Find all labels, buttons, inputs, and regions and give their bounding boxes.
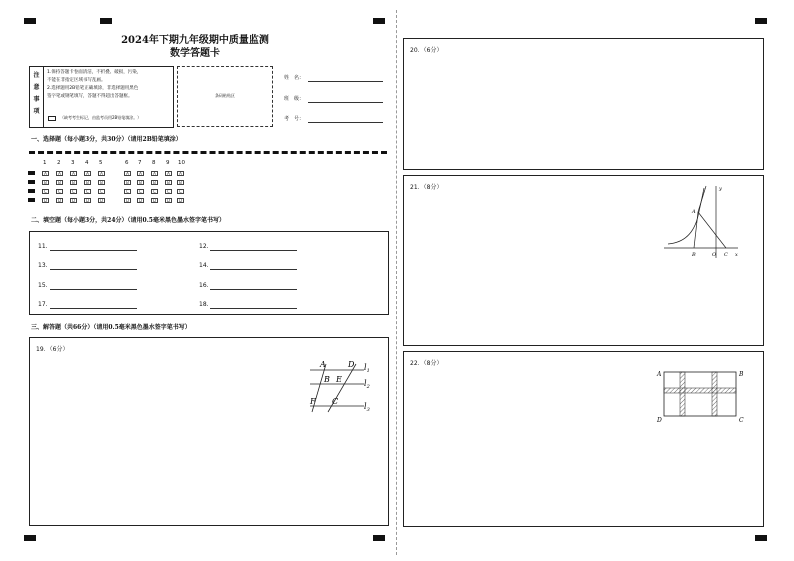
field-rect (664, 372, 736, 416)
blank-field-11[interactable] (50, 250, 137, 251)
choice-bubble[interactable]: A (56, 171, 63, 176)
line-AC (698, 212, 726, 248)
choice-bubble[interactable]: D (152, 198, 157, 203)
notice-footer: （缺考考生标记，由监考员用2B铅笔填涂。） (60, 115, 142, 120)
curve (668, 188, 704, 244)
exam-subtitle: 数学答题卡 (170, 48, 220, 59)
blank-label-18: 18. (199, 301, 209, 308)
q22-figure (654, 366, 754, 426)
choice-bubble[interactable]: A (177, 171, 184, 176)
corner-D: D (657, 417, 662, 424)
corner-C: C (739, 417, 744, 424)
blank-field-15[interactable] (50, 289, 137, 290)
alignment-mark-top-mid-left (100, 18, 112, 24)
choice-bubble[interactable]: C (42, 189, 49, 194)
question-20-label: 20．（6分） (410, 47, 443, 54)
choice-bubble[interactable]: D (99, 198, 104, 203)
choice-bubble[interactable]: C (124, 189, 131, 194)
corner-A: A (657, 371, 662, 378)
point-E: E (336, 375, 342, 384)
choice-grid (28, 160, 208, 210)
timing-mark (28, 171, 35, 175)
choice-bubble[interactable]: D (178, 198, 183, 203)
point-B: B (324, 375, 330, 384)
choice-bubble[interactable]: D (166, 198, 171, 203)
alignment-mark-top-right (755, 18, 767, 24)
exam-number-label: 考 号： (284, 116, 305, 122)
choice-bubble[interactable]: A (151, 171, 158, 176)
col-number: 10 (178, 160, 185, 166)
section3-title: 三、解答题（共66分）（请用0.5毫米黑色墨水签字笔书写） (31, 324, 191, 331)
name-field[interactable] (308, 81, 383, 82)
line-AB (694, 212, 698, 248)
choice-bubble[interactable]: B (177, 180, 184, 185)
col-number: 6 (125, 160, 129, 166)
choice-bubble[interactable]: C (177, 189, 184, 194)
alignment-mark-bottom-right (755, 535, 767, 541)
timing-mark (28, 180, 35, 184)
barcode-area (177, 66, 273, 127)
blank-label-17: 17. (38, 301, 48, 308)
col-number: 2 (57, 160, 61, 166)
blank-field-13[interactable] (50, 269, 137, 270)
question-21-box[interactable] (403, 175, 764, 346)
col-number: 7 (138, 160, 142, 166)
point-C: C (724, 252, 728, 258)
choice-bubble[interactable]: C (70, 189, 77, 194)
choice-bubble[interactable]: A (84, 171, 91, 176)
question-19-label: 19．（6分） (36, 346, 69, 353)
choice-bubble[interactable]: A (42, 171, 49, 176)
name-label: 姓 名： (284, 75, 305, 81)
choice-bubble[interactable]: D (43, 198, 48, 203)
question-19-box[interactable] (29, 337, 389, 526)
point-D: D (348, 360, 355, 369)
choice-bubble[interactable]: A (98, 171, 105, 176)
exam-number-field[interactable] (308, 122, 383, 123)
alignment-mark-top-left (24, 18, 36, 24)
col-number: 5 (99, 160, 103, 166)
choice-bubble[interactable]: A (70, 171, 77, 176)
choice-bubble[interactable]: C (56, 189, 63, 194)
point-C: C (332, 397, 339, 406)
blank-field-18[interactable] (210, 308, 297, 309)
choice-bubble[interactable]: B (84, 180, 91, 185)
col-number: 8 (152, 160, 156, 166)
blank-field-12[interactable] (210, 250, 297, 251)
choice-bubble[interactable]: B (137, 180, 144, 185)
choice-bubble[interactable]: D (57, 198, 62, 203)
choice-bubble[interactable]: B (151, 180, 158, 185)
col-number: 1 (43, 160, 47, 166)
blank-label-16: 16. (199, 282, 209, 289)
notice-box (29, 66, 174, 128)
choice-bubble[interactable]: C (84, 189, 91, 194)
student-info (284, 74, 386, 126)
alignment-mark-bottom-center (373, 535, 385, 541)
choice-bubble[interactable]: D (125, 198, 130, 203)
barcode-label: 条码粘贴区 (215, 93, 235, 98)
class-label: 班 级： (284, 96, 305, 102)
notice-label: 注 意 事 项 (30, 67, 44, 127)
choice-bubble[interactable]: A (124, 171, 131, 176)
label-l3: $l_3$ (364, 402, 370, 413)
blank-label-14: 14. (199, 262, 209, 269)
question-22-label: 22．（8分） (410, 360, 443, 367)
dashed-separator (29, 151, 387, 154)
col-number: 3 (71, 160, 75, 166)
timing-mark (28, 198, 35, 202)
q21-figure (662, 182, 742, 262)
col-number: 4 (85, 160, 89, 166)
section1-title: 一、选择题（每小题3分，共30分）（请用2B铅笔填涂） (31, 136, 182, 143)
blank-label-11: 11. (38, 243, 48, 250)
choice-bubble[interactable]: D (85, 198, 90, 203)
choice-bubble[interactable]: C (137, 189, 144, 194)
road-vertical-1 (680, 372, 685, 416)
blank-field-16[interactable] (210, 289, 297, 290)
choice-bubble[interactable]: B (124, 180, 131, 185)
page-divider (396, 10, 397, 555)
choice-bubble[interactable]: C (98, 189, 105, 194)
line-A-upper (698, 186, 706, 212)
corner-B: B (739, 371, 744, 378)
fill-blank-box (29, 231, 389, 315)
choice-bubble[interactable]: B (56, 180, 63, 185)
timing-mark (28, 189, 35, 193)
blank-label-12: 12. (199, 243, 209, 250)
point-O: O (712, 252, 717, 258)
absent-checkbox[interactable] (48, 116, 56, 121)
question-21-label: 21．（8分） (410, 184, 443, 191)
point-A: A (692, 209, 696, 215)
blank-label-15: 15. (38, 282, 48, 289)
choice-bubble[interactable]: C (165, 189, 172, 194)
q19-figure (306, 358, 386, 418)
label-l1: $l_1$ (364, 363, 370, 374)
choice-bubble[interactable]: B (70, 180, 77, 185)
col-number: 9 (166, 160, 170, 166)
choice-bubble[interactable]: A (165, 171, 172, 176)
point-A: A (320, 360, 326, 369)
point-F: F (310, 397, 316, 406)
choice-bubble[interactable]: A (137, 171, 144, 176)
notice-text: 1.保持答题卡卷面清洁，不折叠、破损，污染， 不能在非指定区域书写乱画。 2.选择题用2B铅笔正确填涂，非选择题用黑色 签字笔或钢笔填写，答题不得超出答题框。 (47, 70, 142, 99)
road-horizontal (664, 388, 736, 393)
choice-bubble[interactable]: B (42, 180, 49, 185)
axis-label-y: y (719, 186, 722, 192)
section2-title: 二、填空题（每小题3分，共24分）（请用0.5毫米黑色墨水签字笔书写） (31, 217, 225, 224)
choice-bubble[interactable]: B (165, 180, 172, 185)
exam-title: 2024年下期九年级期中质量监测 (121, 35, 269, 46)
axis-label-x: x (735, 252, 738, 258)
alignment-mark-bottom-left (24, 535, 36, 541)
blank-field-17[interactable] (50, 308, 137, 309)
label-l2: $l_2$ (364, 379, 370, 390)
choice-bubble[interactable]: D (71, 198, 76, 203)
alignment-mark-top-center (373, 18, 385, 24)
blank-field-14[interactable] (210, 269, 297, 270)
choice-bubble[interactable]: D (138, 198, 143, 203)
class-field[interactable] (308, 102, 383, 103)
question-20-box[interactable] (403, 38, 764, 170)
road-vertical-2 (712, 372, 717, 416)
choice-bubble[interactable]: C (151, 189, 158, 194)
choice-bubble[interactable]: B (98, 180, 105, 185)
question-22-box[interactable] (403, 351, 764, 527)
blank-label-13: 13. (38, 262, 48, 269)
point-B: B (692, 252, 696, 258)
